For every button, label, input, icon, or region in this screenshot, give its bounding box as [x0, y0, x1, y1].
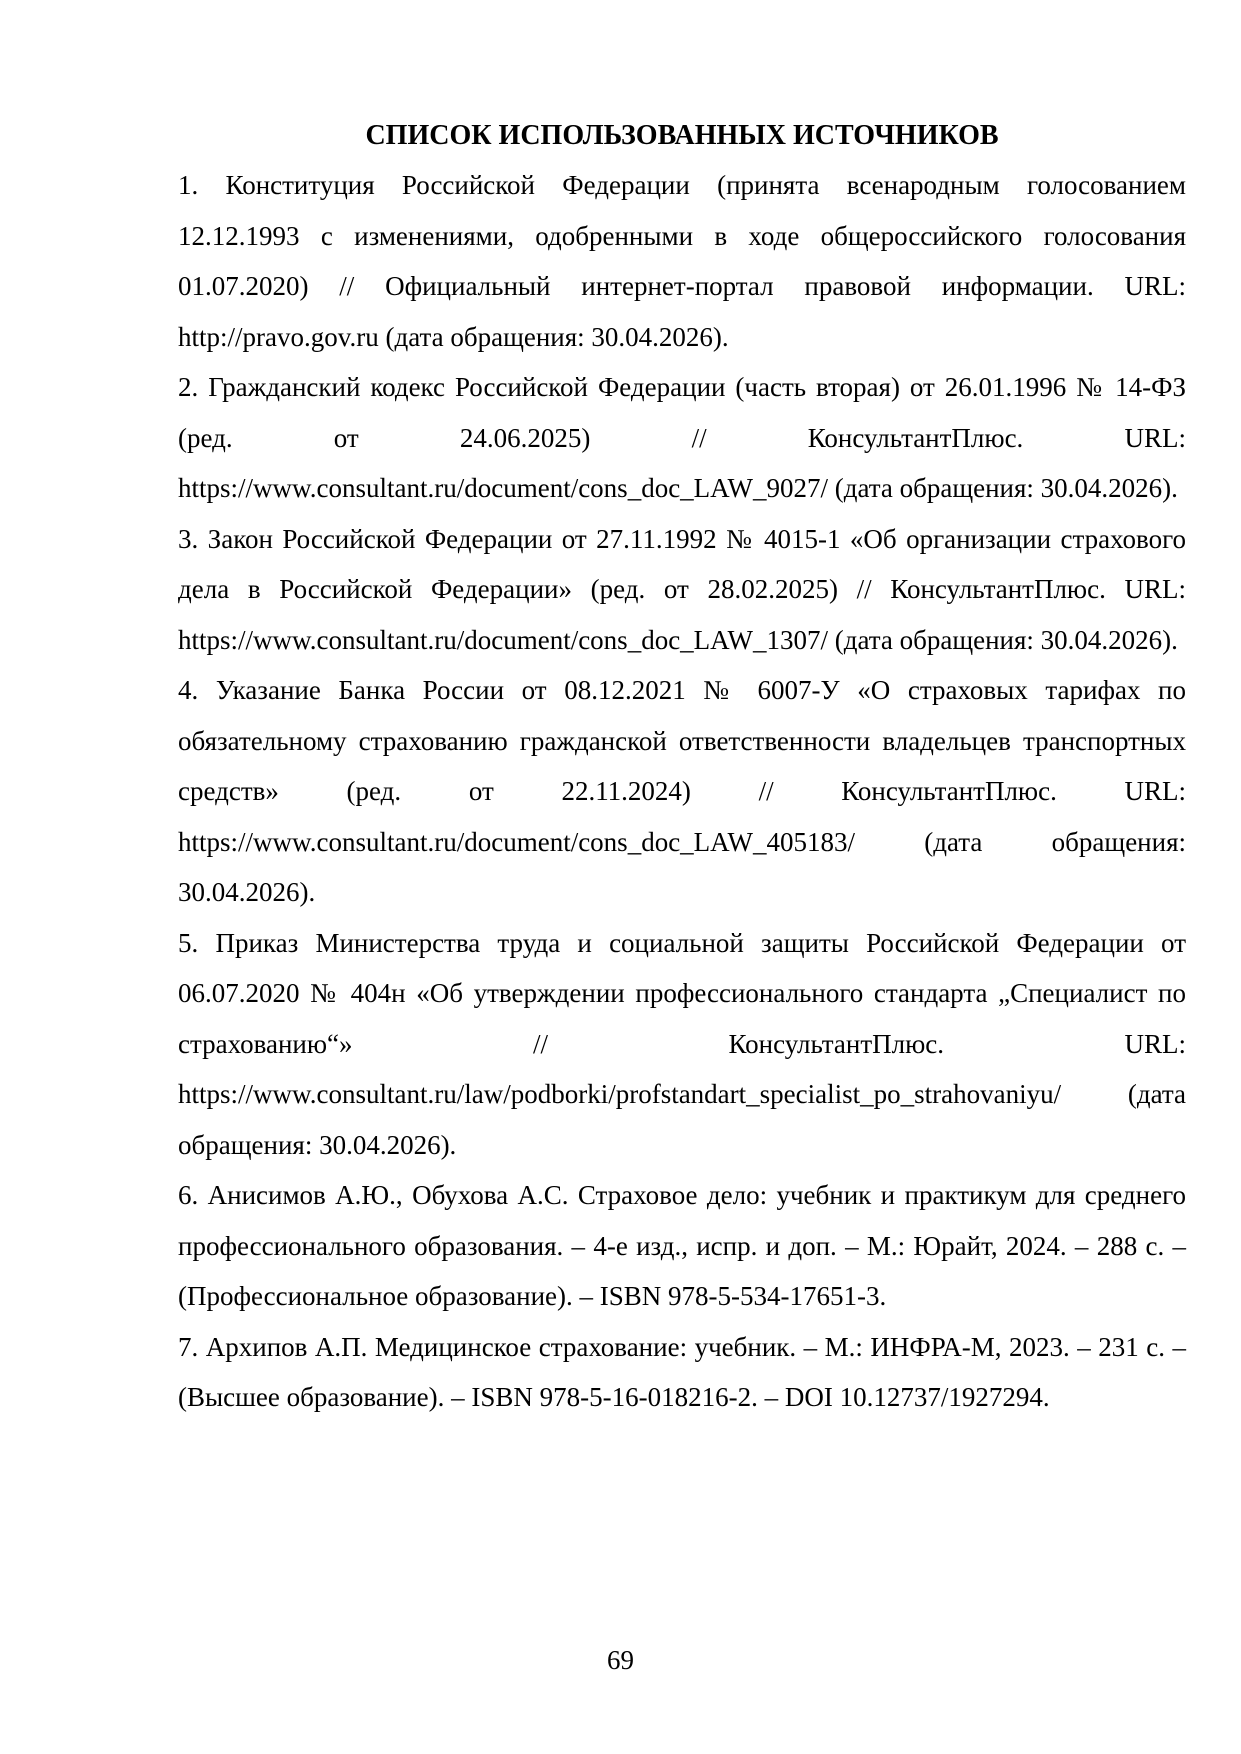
document-page	[178, 112, 1186, 1423]
page-number: 69	[607, 1645, 634, 1675]
reference-item-2: 2. Гражданский кодекс Российской Федерации (часть вторая) от 26.01.1996 № 14-ФЗ (ред. от 24.06.2025) // КонсультантПлюс. URL: https://www.consultant.ru/document/cons_doc_LAW_9027/ (дата обращения: 30.04.2026).	[178, 372, 1186, 503]
reference-item-5: 5. Приказ Министерства труда и социальной защиты Российской Федерации от 06.07.2020 № 404н «Об утверждении профессионального стандарта „Специалист по страхованию“» // КонсультантПлюс. URL: https://www.consultant.ru/law/podborki/profstandart_specialist_po_strahovaniyu/ (дата обращения: 30.04.2026).	[178, 927, 1186, 1160]
reference-item-6: 6. Анисимов А.Ю., Обухова А.С. Страховое дело: учебник и практикум для среднего профессионального образования. – 4-е изд., испр. и доп. – М.: Юрайт, 2024. – 288 с. – (Профессиональное образование). – ISBN 978-5-534-17651-3.	[178, 1180, 1186, 1311]
reference-item-4: 4. Указание Банка России от 08.12.2021 № 6007-У «О страховых тарифах по обязательному страхованию гражданской ответственности владельцев транспортных средств» (ред. от 22.11.2024) // КонсультантПлюс. URL: https://www.consultant.ru/document/cons_doc_LAW_405183/ (дата обращения: 30.04.2026).	[178, 675, 1186, 907]
reference-item-3: 3. Закон Российской Федерации от 27.11.1992 № 4015-1 «Об организации страхового дела в Российской Федерации» (ред. от 28.02.2025) // КонсультантПлюс. URL: https://www.consultant.ru/document/cons_doc_LAW_1307/ (дата обращения: 30.04.2026).	[178, 523, 1186, 655]
reference-list	[178, 160, 1186, 1423]
page-title: СПИСОК ИСПОЛЬЗОВАННЫХ ИСТОЧНИКОВ	[365, 120, 999, 151]
reference-item-1: 1. Конституция Российской Федерации (принята всенародным голосованием 12.12.1993 с изменениями, одобренными в ходе общероссийского голосования 01.07.2020) // Официальный интернет-портал правовой информации. URL: http://pravo.gov.ru (дата обращения: 30.04.2026).	[178, 170, 1186, 352]
reference-item-7: 7. Архипов А.П. Медицинское страхование: учебник. – М.: ИНФРА-М, 2023. – 231 с. – (Высшее образование). – ISBN 978-5-16-018216-2. – DOI 10.12737/1927294.	[178, 1331, 1186, 1412]
